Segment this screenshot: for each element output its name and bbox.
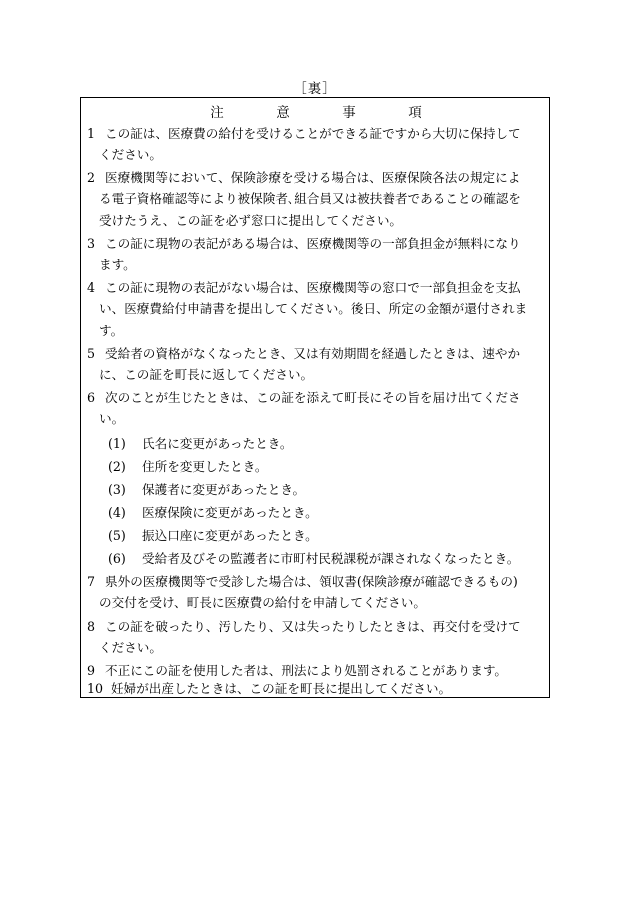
- item-text: 妊婦が出産したときは、この証を町長に提出してください。: [111, 681, 452, 696]
- item-text: ください。: [99, 147, 162, 162]
- item-text: 受給者の資格がなくなったとき、又は有効期間を経過したときは、速やか: [105, 346, 521, 361]
- item-number: 1: [87, 126, 96, 141]
- item-number: 9: [87, 663, 96, 678]
- item-text: る電子資格確認等により被保険者､組合員又は被扶養者であることの確認を: [99, 191, 521, 206]
- item-text: 次のことが生じたときは、この証を添えて町長にその旨を届け出てくださ: [105, 390, 521, 405]
- sub-item-number: (4): [108, 505, 126, 520]
- item-number: 7: [87, 574, 96, 589]
- item-text: この証を破ったり、汚したり、又は失ったりしたときは、再交付を受けて: [105, 619, 521, 634]
- item-text: ます。: [99, 257, 136, 272]
- item-number: 4: [87, 280, 96, 295]
- item-number: 5: [87, 346, 96, 361]
- sub-item-number: (2): [108, 459, 126, 474]
- item-text: 県外の医療機関等で受診した場合は、領収書(保険診療が確認できるもの): [105, 574, 518, 589]
- sub-item-text: 振込口座に変更があったとき。: [142, 528, 318, 543]
- item-number: 3: [87, 236, 96, 251]
- item-text: 不正にこの証を使用した者は、刑法により処罰されることがあります。: [105, 663, 507, 678]
- sub-item-number: (6): [108, 551, 126, 566]
- item-text: この証に現物の表記がある場合は、医療機関等の一部負担金が無料になり: [105, 236, 521, 251]
- item-text: この証は、医療費の給付を受けることができる証ですから大切に保持して: [105, 126, 521, 141]
- notice-box: [80, 97, 550, 698]
- item-text: い、医療費給付申請書を提出してください。後日、所定の金額が還付されま: [99, 301, 528, 316]
- sub-item-number: (1): [108, 436, 126, 451]
- item-number: 8: [87, 619, 96, 634]
- item-text: この証に現物の表記がない場合は、医療機関等の窓口で一部負担金を支払: [105, 280, 521, 295]
- page-side-label: ［裏］: [293, 81, 337, 97]
- item-text: す。: [99, 323, 124, 338]
- item-text: 医療機関等において、保険診療を受ける場合は、医療保険各法の規定によ: [105, 170, 521, 185]
- notice-title: [81, 105, 551, 121]
- item-text: に、この証を町長に返してください。: [99, 367, 314, 382]
- sub-item-number: (3): [108, 482, 126, 497]
- sub-item-text: 氏名に変更があったとき。: [142, 436, 293, 451]
- item-text: 受けたうえ、この証を必ず窓口に提出してください。: [99, 213, 403, 228]
- notice-title-char: 事: [342, 105, 356, 121]
- notice-title-char: 項: [408, 105, 422, 121]
- notice-title-char: 意: [276, 105, 290, 121]
- sub-item-text: 受給者及びその監護者に市町村民税課税が課されなくなったとき。: [142, 551, 520, 566]
- item-number: 10: [87, 681, 104, 696]
- item-number: 6: [87, 390, 96, 405]
- sub-item-text: 保護者に変更があったとき。: [142, 482, 306, 497]
- item-number: 2: [87, 170, 96, 185]
- item-text: の交付を受け、町長に医療費の給付を申請してください。: [99, 595, 426, 610]
- item-text: ください。: [99, 640, 162, 655]
- sub-item-number: (5): [108, 528, 126, 543]
- sub-item-text: 住所を変更したとき。: [142, 459, 268, 474]
- item-text: い。: [99, 411, 125, 426]
- notice-title-char: 注: [210, 105, 224, 121]
- sub-item-text: 医療保険に変更があったとき。: [142, 505, 318, 520]
